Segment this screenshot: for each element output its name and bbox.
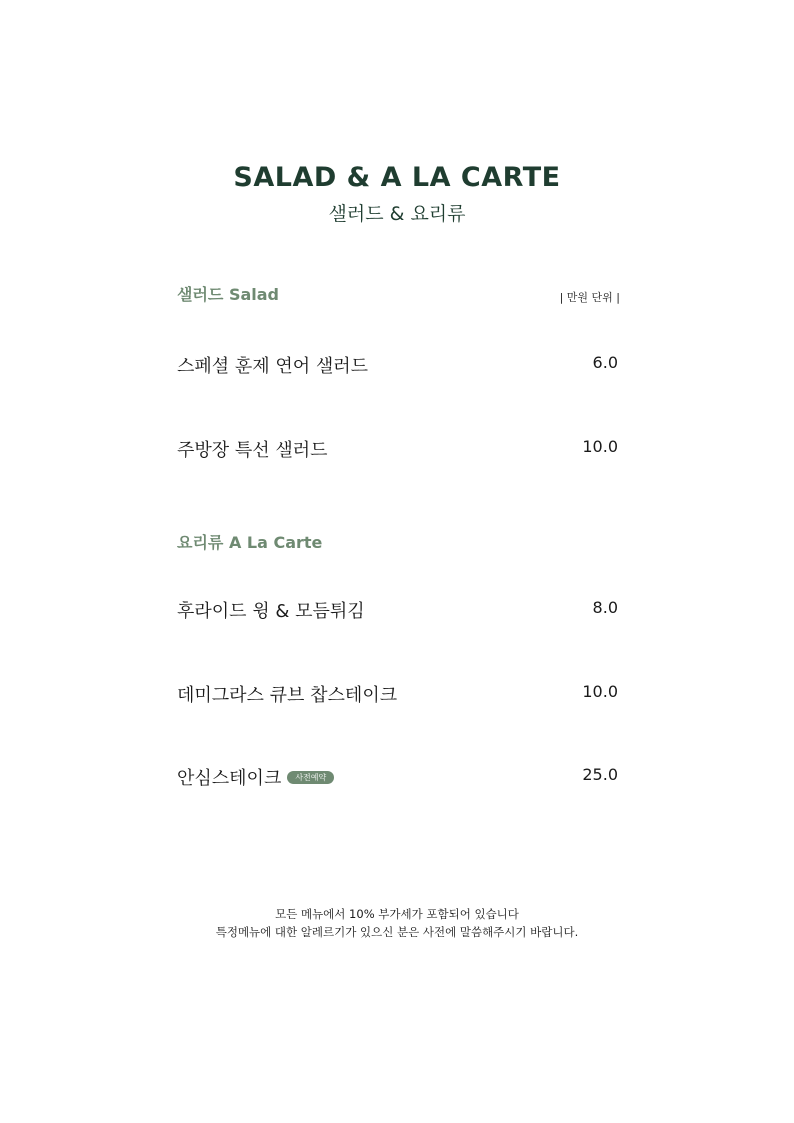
menu-item-price: 25.0 <box>582 765 618 784</box>
menu-item-name: 스페셜 훈제 연어 샐러드 <box>177 356 369 377</box>
price-unit-note: | 만원 단위 | <box>559 291 620 304</box>
menu-item-name: 데미그라스 큐브 찹스테이크 <box>177 685 398 706</box>
menu-item <box>177 436 618 462</box>
menu-subtitle: 샐러드 & 요리류 <box>328 203 466 225</box>
menu-item-price: 10.0 <box>582 437 618 456</box>
menu-item <box>177 764 618 790</box>
reservation-badge: 사전예약 <box>287 771 334 784</box>
menu-item-price: 8.0 <box>592 598 618 617</box>
menu-item-name: 후라이드 윙 & 모듬튀김 <box>177 601 365 622</box>
allergy-note: 특정메뉴에 대한 알레르기가 있으신 분은 사전에 말씀해주시기 바랍니다. <box>215 925 579 939</box>
menu-title: SALAD & A LA CARTE <box>233 162 561 193</box>
menu-item-name: 주방장 특선 샐러드 <box>177 440 328 461</box>
menu-item-name-with-badge <box>177 764 334 790</box>
vat-note: 모든 메뉴에서 10% 부가세가 포함되어 있습니다 <box>275 907 519 921</box>
menu-item <box>177 597 618 623</box>
menu-item <box>177 352 618 378</box>
menu-item-name: 안심스테이크 <box>177 768 282 789</box>
menu-item <box>177 681 618 707</box>
menu-item-price: 6.0 <box>592 353 618 372</box>
section-heading-a-la-carte: 요리류 A La Carte <box>177 533 323 552</box>
section-heading-salad: 샐러드 Salad <box>177 285 279 304</box>
menu-item-price: 10.0 <box>582 682 618 701</box>
